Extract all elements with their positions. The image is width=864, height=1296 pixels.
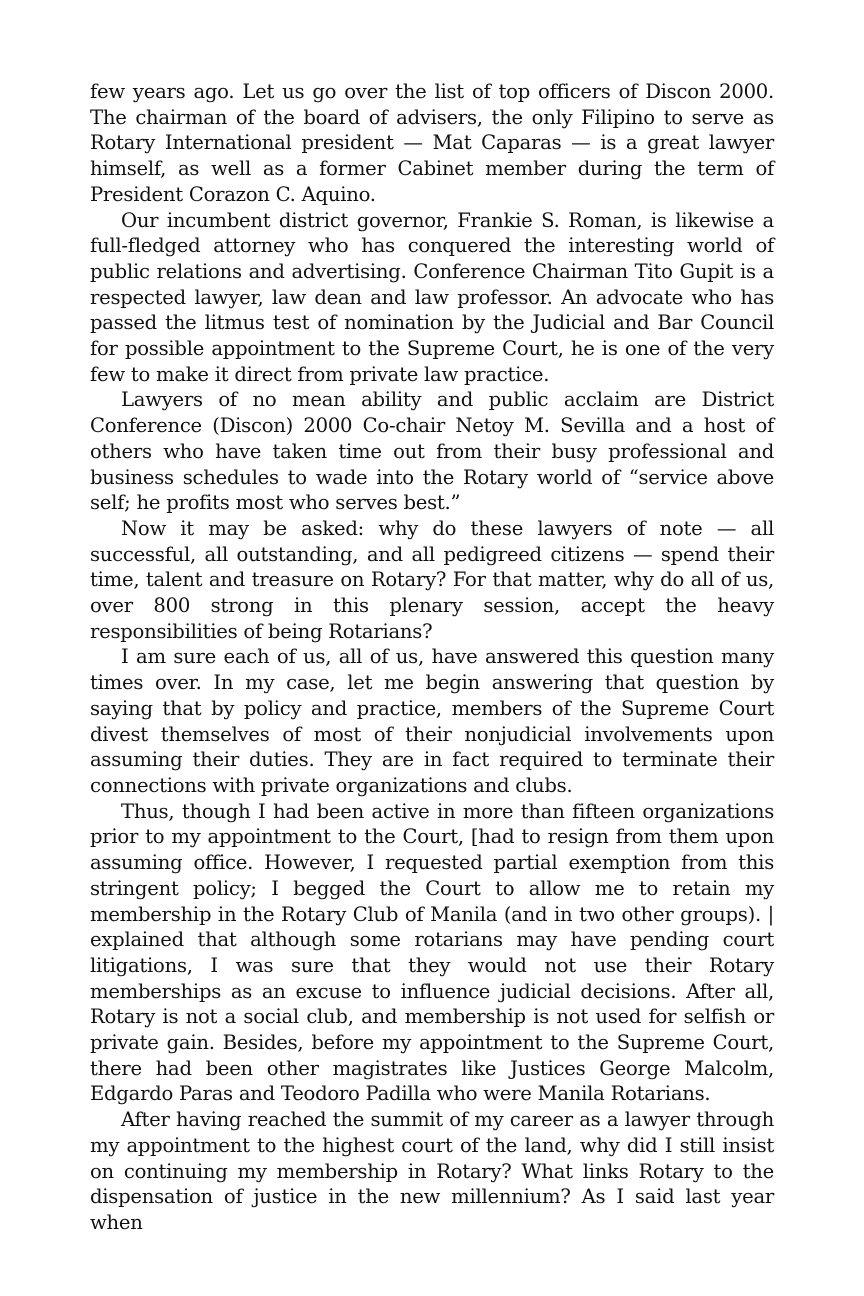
paragraph-4: Now it may be asked: why do these lawyers of note — all successful, all outstanding, and all pedigreed citizens — spend their time, talent and treasure on Rotary? For that matter, why do all of us, over 800 strong in this plenary session, accept the heavy responsibilities of being Rotarians? — [90, 516, 774, 643]
paragraph-5: I am sure each of us, all of us, have answered this question many times over. In my case, let me begin answering that question by saying that by policy and practice, members of the Supreme Court divest themselves of most of their nonjudicial involvements upon assuming their duties. They are in fact required to terminate their connections with private organizations and clubs. — [90, 645, 774, 797]
paragraph-3: Lawyers of no mean ability and public acclaim are District Conference (Discon) 2000 Co-chair Netoy M. Sevilla and a host of others who have taken time out from their busy professional and business schedules to wade into the Rotary world of “service above self; he profits most who serves best.” — [90, 388, 774, 515]
document-page — [90, 79, 774, 1236]
paragraph-7: After having reached the summit of my career as a lawyer through my appointment to the highest court of the land, why did I still insist on continuing my membership in Rotary? What links Rotary to the dispensation of justice in the new millennium? As I said last year when — [90, 1108, 774, 1234]
paragraph-2: Our incumbent district governor, Frankie S. Roman, is likewise a full-fledged attorney who has conquered the interesting world of public relations and advertising. Conference Chairman Tito Gupit is a respected lawyer, law dean and law professor. An advocate who has passed the litmus test of nomination by the Judicial and Bar Council for possible appointment to the Supreme Court, he is one of the very few to make it direct from private law practice. — [90, 208, 774, 386]
paragraph-1: few years ago. Let us go over the list of top officers of Discon 2000. The chairman of the board of advisers, the only Filipino to serve as Rotary International president — Mat Caparas — is a great lawyer himself, as well as a former Cabinet member during the term of President Corazon C. Aquino. — [90, 80, 774, 206]
paragraph-6: Thus, though I had been active in more than fifteen organizations prior to my appointment to the Court, [had to resign from them upon assuming office. However, I requested partial exemption from this stringent policy; I begged the Court to allow me to retain my membership in the Rotary Club of Manila (and in two other groups). | explained that although some rotarians may have pending court litigations, I was sure that they would not use their Rotary memberships as an excuse to influence judicial decisions. After all, Rotary is not a social club, and membership is not used for selfish or private gain. Besides, before my appointment to the Supreme Court, there had been other magistrates like Justices George Malcolm, Edgardo Paras and Teodoro Padilla who were Manila Rotarians. — [90, 799, 774, 1106]
